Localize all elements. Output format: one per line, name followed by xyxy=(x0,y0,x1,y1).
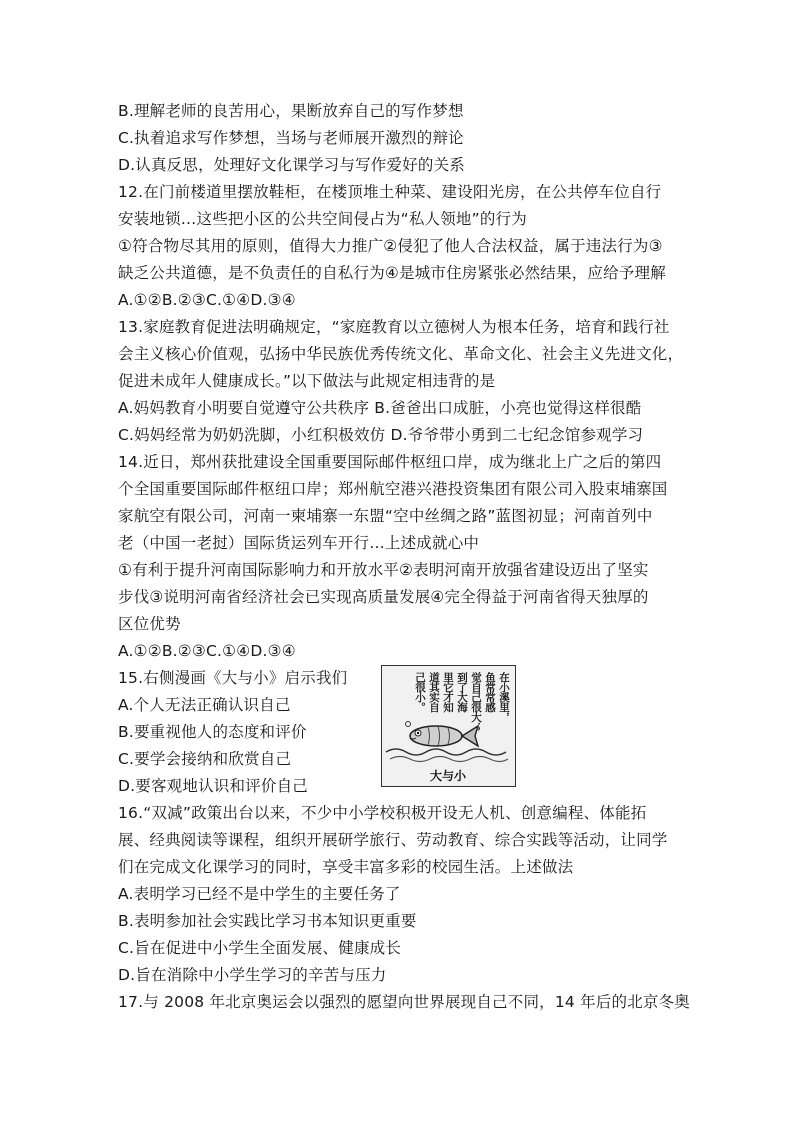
cartoon-text-column: 里它才知 xyxy=(442,672,454,712)
text-line: B.表明参加社会实践比学习书本知识更重要 xyxy=(118,912,417,930)
text-line: ①有利于提升河南国际影响力和开放水平②表明河南开放强省建设迈出了坚实 xyxy=(118,561,649,579)
text-line: D.认真反思，处理好文化课学习与写作爱好的关系 xyxy=(118,156,465,174)
text-line: C.执着追求写作梦想，当场与老师展开激烈的辩论 xyxy=(118,129,464,147)
text-line: 13.家庭教育促进法明确规定，“家庭教育以立德树人为根本任务，培育和践行社 xyxy=(118,318,670,336)
text-line: 缺乏公共道德，是不负责任的自私行为④是城市住房紧张必然结果，应给予理解 xyxy=(118,264,666,282)
text-line: 会主义核心价值观，弘扬中华民族优秀传统文化、革命文化、社会主义先进文化， xyxy=(118,345,684,363)
cartoon-caption: 大与小 xyxy=(429,769,466,783)
text-line: ①符合物尽其用的原则，值得大力推广②侵犯了他人合法权益，属于违法行为③ xyxy=(118,237,663,255)
text-line: A.表明学习已经不是中学生的主要任务了 xyxy=(118,885,401,903)
text-line: 12.在门前楼道里摆放鞋柜，在楼顶堆土种菜、建设阳光房，在公共停车位自行 xyxy=(118,183,662,201)
text-line: 17.与 2008 年北京奥运会以强烈的愿望向世界展现自己不同，14 年后的北京冬奥 xyxy=(118,993,691,1011)
text-line: C.妈妈经常为奶奶洗脚，小红积极效仿 D.爷爷带小勇到二七纪念馆参观学习 xyxy=(118,426,644,444)
text-line: 展、经典阅读等课程，组织开展研学旅行、劳动教育、综合实践等活动，让同学 xyxy=(118,831,668,849)
text-line: B.要重视他人的态度和评价 xyxy=(118,723,307,741)
text-line: 16.“双减”政策出台以来，不少中小学校积极开设无人机、创意编程、体能拓 xyxy=(118,804,647,822)
text-line: B.理解老师的良苦用心，果断放弃自己的写作梦想 xyxy=(118,102,464,120)
cartoon-text-column: 己很小。 xyxy=(414,672,426,712)
text-line: C.旨在促进中小学生全面发展、健康成长 xyxy=(118,939,402,957)
text-line: 老（中国一老挝）国际货运列车开行…上述成就心中 xyxy=(118,534,480,552)
text-line: A.个人无法正确认识自己 xyxy=(118,696,291,714)
text-line: A.①②B.②③C.①④D.③④ xyxy=(118,291,296,309)
text-line: 促进未成年人健康成长。”以下做法与此规定相违背的是 xyxy=(118,372,496,390)
text-line: 15.右侧漫画《大与小》启示我们 xyxy=(118,669,348,687)
text-line: 家航空有限公司，河南一柬埔寨一东盟“空中丝绸之路”蓝图初显；河南首列中 xyxy=(118,507,653,525)
cartoon-text-column: 到了大海 xyxy=(456,672,468,712)
cartoon-big-and-small xyxy=(381,665,516,787)
text-line: C.要学会接纳和欣赏自己 xyxy=(118,750,292,768)
text-line: 14.近日，郑州获批建设全国重要国际邮件枢纽口岸，成为继北上广之后的第四 xyxy=(118,453,662,471)
text-line: 个全国重要国际邮件枢纽口岸；郑州航空港兴港投资集团有限公司入股束埔寨国 xyxy=(118,480,668,498)
text-line: 区位优势 xyxy=(118,615,181,633)
text-line: D.旨在消除中小学生学习的辛苦与压力 xyxy=(118,966,387,984)
text-line: D.要客观地认识和评价自己 xyxy=(118,777,308,795)
cartoon-text-column: 觉自己很大； xyxy=(470,672,482,732)
cartoon-text-column: 在小溪里， xyxy=(498,672,510,722)
cartoon-text-column: 鱼常常感 xyxy=(484,672,496,712)
text-line: A.妈妈教育小明要自觉遵守公共秩序 B.爸爸出口成脏，小亮也觉得这样很酷 xyxy=(118,399,642,417)
cartoon-text-column: 道其实自 xyxy=(428,672,440,712)
text-line: A.①②B.②③C.①④D.③④ xyxy=(118,642,296,660)
text-line: 步伐③说明河南省经济社会已实现高质量发展④完全得益于河南省得天独厚的 xyxy=(118,588,649,606)
text-line: 安装地锁…这些把小区的公共空间侵占为“私人领地”的行为 xyxy=(118,210,527,228)
text-line: 们在完成文化课学习的同时，享受丰富多彩的校园生活。上述做法 xyxy=(118,858,574,876)
